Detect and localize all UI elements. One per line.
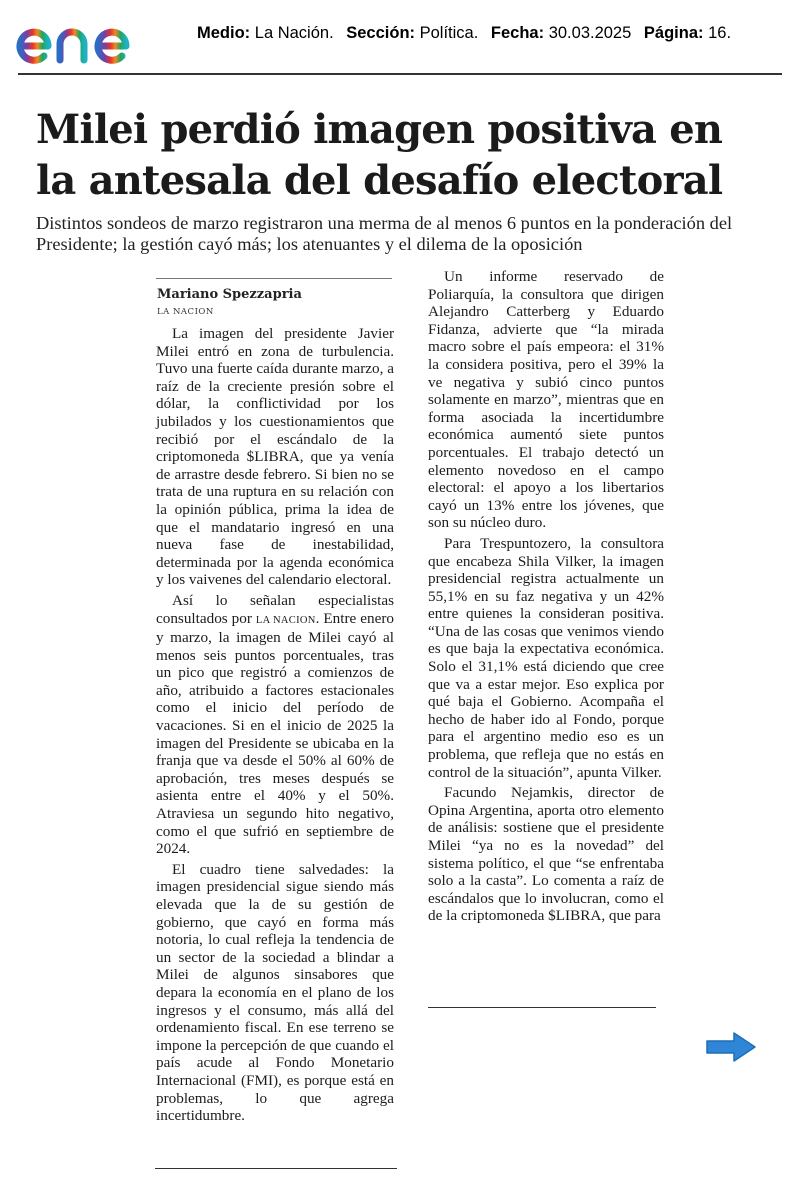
paragraph-text: Así lo señalan especialistas consultados por [156, 591, 394, 627]
medio-label: Medio: [197, 24, 251, 42]
fecha-value: 30.03.2025 [548, 24, 632, 42]
paragraph: Un informe reservado de Poliarquía, la consultora que dirigen Alejandro Catterberg y Eduardo Fidanza, advierte que “la mirada macro sobre el país empeora: el 31% la considera positiva, pero el 39% la ve negativa y subió cinco puntos solamente en marzo”, mientras que en forma asociada la incertidumbre económica aumentó siete puntos porcentuales. El trabajo detectó un elemento novedoso en el campo electoral: el apoyo a los libertarios cayó un 13% entre los jóvenes, que son su núcleo duro. [428, 268, 664, 532]
paragraph: El cuadro tiene salvedades: la imagen presidencial sigue siendo más elevada que la de su gestión de gobierno, que cayó en forma más notoria, lo cual refleja la tendencia de un sector de la sociedad a blindar a Milei de algunos sinsabores que depara la economía en el plano de los ingresos y el consumo, más allá del ordenamiento fiscal. En ese terreno se impone la percepción de que cuando el país acude al Fondo Monetario Internacional (FMI), es porque está en problemas, lo que agrega incertidumbre. [156, 860, 394, 1125]
headline-line-1: Milei perdió imagen positiva en [36, 106, 723, 153]
column-2-end-rule [428, 1007, 656, 1008]
paragraph-text: . Entre enero y marzo, la imagen de Milei cayó al menos seis puntos porcentuales, tras un pico que registró a comienzos de año, atribuido a factores estacionales como el inicio del período de vacaciones. Si en el inicio de 2025 la imagen del Presidente se ubicaba en la franja que va desde el 50% al 60% de aprobación, tres meses después se asienta entre el 40% y el 50%. Atraviesa un segundo hito negativo, como el que sufrió en septiembre de 2024. [156, 609, 394, 858]
author-name: Mariano Spezzapria [157, 287, 302, 302]
pagina-value: 16. [708, 24, 732, 42]
enel-logo [14, 8, 170, 68]
arrow-right-icon[interactable] [704, 1030, 758, 1064]
publication-source: LA NACION [157, 307, 214, 317]
paragraph [156, 592, 394, 858]
seccion-value: Política. [419, 24, 479, 42]
article-headline [36, 104, 796, 206]
header-divider [18, 73, 782, 75]
column-1-end-rule [155, 1168, 397, 1169]
medio-value: La Nación. [254, 24, 334, 42]
article-column-1 [156, 325, 394, 1125]
clipping-metadata [197, 24, 731, 43]
byline-divider [156, 278, 392, 279]
paragraph: Facundo Nejamkis, director de Opina Argentina, aporta otro elemento de análisis: sostiene que el presidente Milei “ya no es la novedad” del sistema político, el que “se enfrentaba solo a la casta”. Lo comenta a raíz de escándalos que lo involucran, como el de la criptomoneda $LIBRA, que para [428, 784, 664, 925]
article-column-2 [428, 268, 664, 925]
fecha-label: Fecha: [490, 24, 545, 42]
pagina-label: Página: [643, 24, 704, 42]
article-subhead: Distintos sondeos de marzo registraron una merma de al menos 6 puntos en la ponderación del Presidente; la gestión cayó más; los atenuantes y el dilema de la oposición [36, 213, 733, 254]
headline-line-2: la antesala del desafío electoral [36, 157, 723, 204]
paragraph: Para Trespuntozero, la consultora que encabeza Shila Vilker, la imagen presidencial registra actualmente un 55,1% en su faz negativa y un 42% entre quienes la consideran positiva. “Una de las cosas que venimos viendo es que baja la expectativa económica. Solo el 31,1% está diciendo que cree que va a estar mejor. Eso explica por qué baja el Gobierno. Acompaña el hecho de haber ido al Fondo, porque para el argentino medio eso es un problema, que refleja que no estás en control de la situación”, apunta Vilker. [428, 534, 664, 781]
paragraph: La imagen del presidente Javier Milei entró en zona de turbulencia. Tuvo una fuerte caída durante marzo, a raíz de la creciente presión sobre el dólar, la conflictividad por los jubilados y los cuestionamientos que recibió por el escándalo de la criptomoneda $LIBRA, que ya venía de arrastre desde febrero. Si bien no se trata de una ruptura en su relación con la opinión pública, prima la idea de que el mandatario ingresó en una nueva fase de inestabilidad, determinada por la agenda económica y los vaivenes del calendario electoral. [156, 325, 394, 589]
seccion-label: Sección: [346, 24, 416, 42]
newspaper-name: LA NACION [255, 614, 316, 626]
